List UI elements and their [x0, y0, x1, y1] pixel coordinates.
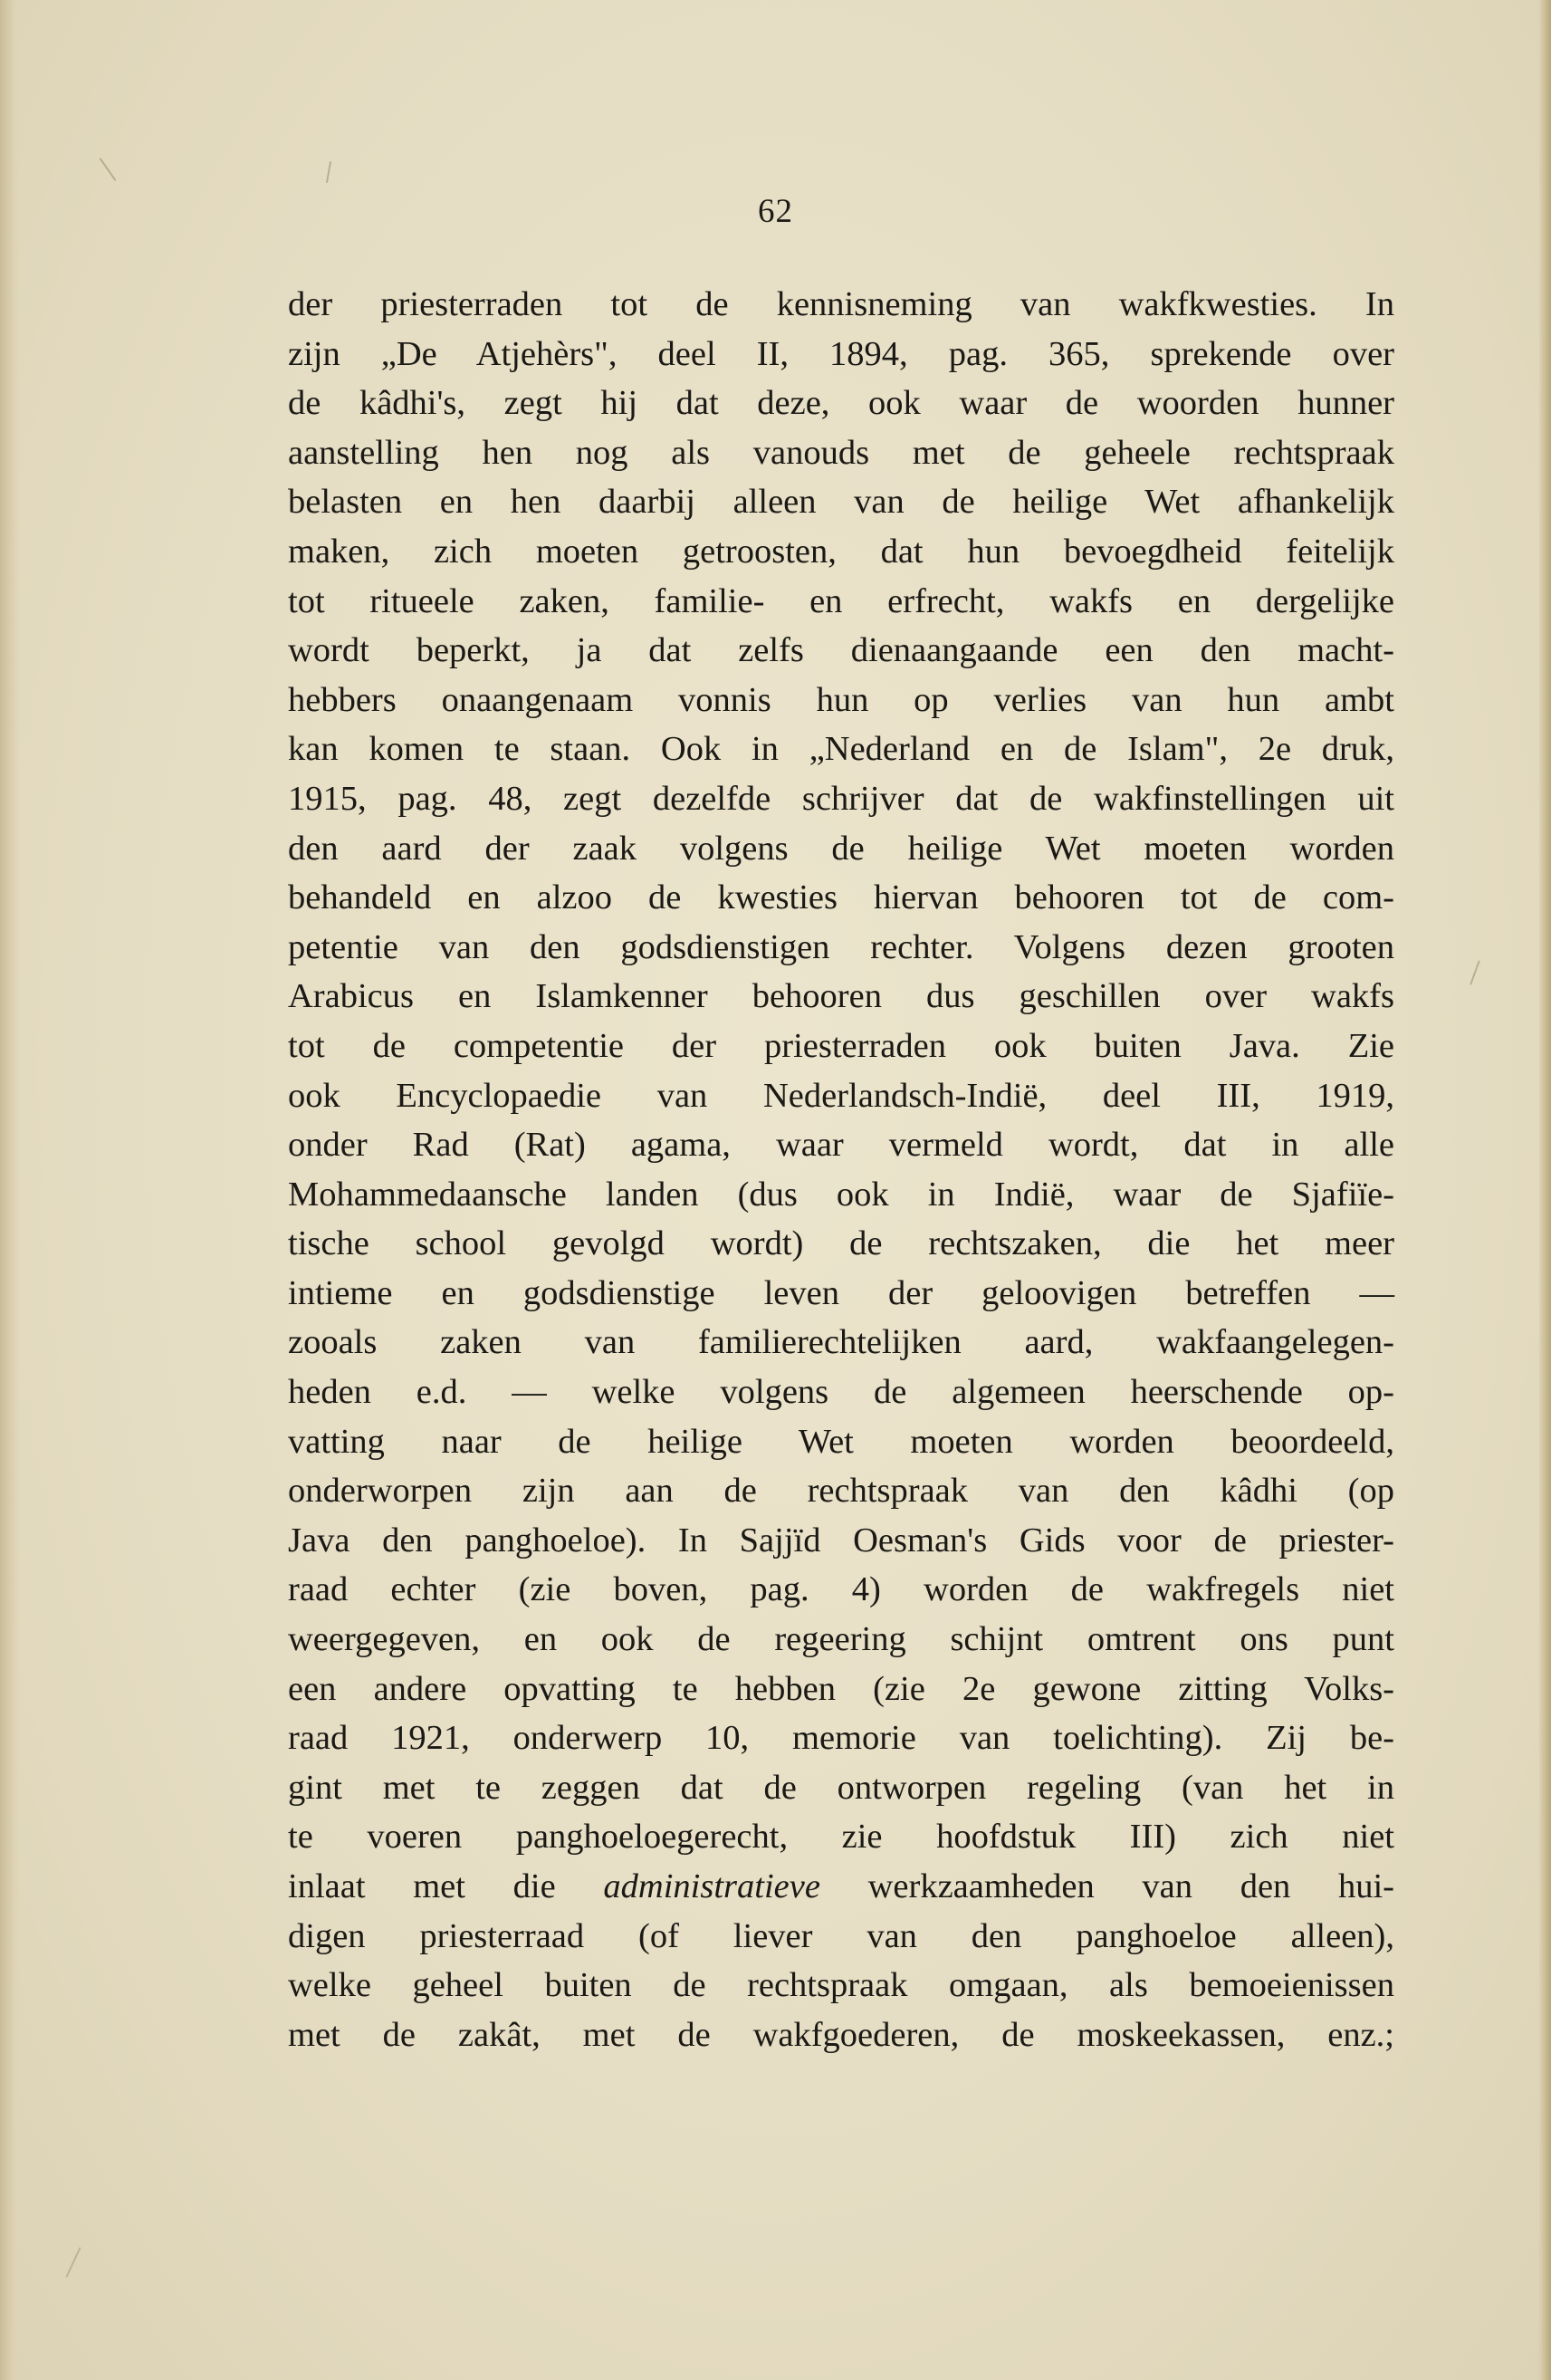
text-line: behandeld en alzoo de kwesties hiervan behooren tot de com- — [288, 878, 1394, 917]
text-line: een andere opvatting te hebben (zie 2e gewone zitting Volks- — [288, 1669, 1394, 1708]
text-line: welke geheel buiten de rechtspraak omgaan, als bemoeienissen — [288, 1966, 1394, 2005]
text-line: tot ritueele zaken, familie- en erfrecht, wakfs en dergelijke — [288, 581, 1394, 620]
text-line: heden e.d. — welke volgens de algemeen heerschende op- — [288, 1373, 1394, 1412]
text-line: raad 1921, onderwerp 10, memorie van toelichting). Zij be- — [288, 1719, 1394, 1758]
text-line: de kâdhi's, zegt hij dat deze, ook waar de woorden hunner — [288, 384, 1394, 423]
text-line: tot de competentie der priesterraden ook buiten Java. Zie — [288, 1026, 1394, 1065]
text-line: digen priesterraad (of liever van den panghoeloe alleen), — [288, 1916, 1394, 1955]
text-line: zijn „De Atjehèrs", deel II, 1894, pag. 365, sprekende over — [288, 334, 1394, 373]
italic-term: administratieve — [603, 1867, 820, 1905]
text-line: hebbers onaangenaam vonnis hun op verlies van hun ambt — [288, 680, 1394, 719]
text-line: onder Rad (Rat) agama, waar vermeld wordt, dat in alle — [288, 1126, 1394, 1165]
text-line: vatting naar de heilige Wet moeten worden beoordeeld, — [288, 1422, 1394, 1461]
text-line: te voeren panghoeloegerecht, zie hoofdstuk III) zich niet — [288, 1818, 1394, 1857]
text-line: belasten en hen daarbij alleen van de heilige Wet afhankelijk — [288, 483, 1394, 522]
text-line: wordt beperkt, ja dat zelfs dienaangaande een den macht- — [288, 631, 1394, 670]
paper-mark — [326, 161, 331, 183]
text-line: petentie van den godsdienstigen rechter. Volgens dezen grooten — [288, 927, 1394, 966]
text-line: met de zakât, met de wakfgoederen, de moskeekassen, enz.; — [288, 2015, 1394, 2054]
text-line: gint met te zeggen dat de ontworpen regeling (van het in — [288, 1768, 1394, 1807]
text-line: aanstelling hen nog als vanouds met de geheele rechtspraak — [288, 433, 1394, 472]
text-line: kan komen te staan. Ook in „Nederland en de Islam", 2e druk, — [288, 730, 1394, 769]
body-text — [288, 280, 1394, 2059]
page-left-edge-shadow — [0, 0, 20, 2380]
text-line: onderworpen zijn aan de rechtspraak van den kâdhi (op — [288, 1472, 1394, 1511]
text-line: Mohammedaansche landen (dus ook in Indië, waar de Sjafiïe- — [288, 1175, 1394, 1214]
text-line: tische school gevolgd wordt) de rechtszaken, die het meer — [288, 1224, 1394, 1263]
text-line: 1915, pag. 48, zegt dezelfde schrijver dat de wakfinstellingen uit — [288, 779, 1394, 818]
text-line-with-italic — [288, 1862, 1394, 1912]
text-line: Java den panghoeloe). In Sajjïd Oesman's Gids voor de priester- — [288, 1521, 1394, 1559]
text-line: maken, zich moeten getroosten, dat hun bevoegdheid feitelijk — [288, 532, 1394, 571]
text-line: intieme en godsdienstige leven der geloovigen betreffen — — [288, 1273, 1394, 1312]
page-right-edge-shadow — [1538, 0, 1551, 2380]
text-line: weergegeven, en ook de regeering schijnt omtrent ons punt — [288, 1620, 1394, 1659]
text-line: Arabicus en Islamkenner behooren dus geschillen over wakfs — [288, 977, 1394, 1016]
text-line: raad echter (zie boven, pag. 4) worden de wakfregels niet — [288, 1570, 1394, 1609]
page-number: 62 — [758, 193, 793, 230]
paper-mark — [100, 158, 117, 181]
text-run: inlaat met die — [288, 1867, 556, 1905]
paper-mark — [65, 2247, 81, 2277]
text-line: der priesterraden tot de kennisneming van wakfkwesties. In — [288, 285, 1394, 323]
text-line: den aard der zaak volgens de heilige Wet moeten worden — [288, 829, 1394, 868]
text-line: ook Encyclopaedie van Nederlandsch-Indië, deel III, 1919, — [288, 1076, 1394, 1115]
text-run: werkzaamheden van den hui- — [867, 1867, 1395, 1905]
text-line: zooals zaken van familierechtelijken aard, wakfaangelegen- — [288, 1323, 1394, 1362]
paper-mark — [1470, 961, 1479, 985]
